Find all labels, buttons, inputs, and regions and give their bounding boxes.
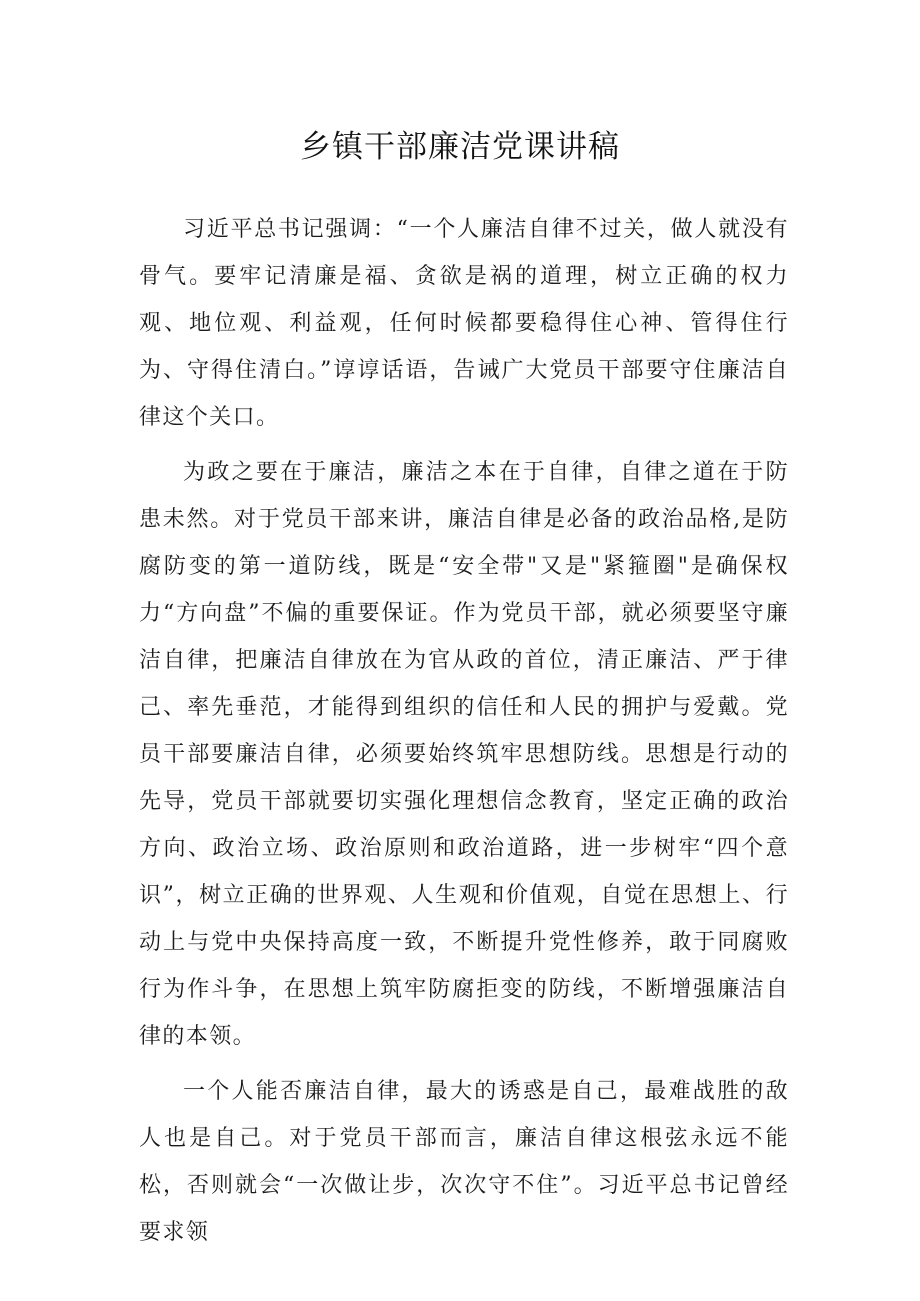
paragraph-1: 习近平总书记强调：“一个人廉洁自律不过关，做人就没有骨气。要牢记清廉是福、贪欲是祸的道理，树立正确的权力观、地位观、利益观，任何时候都要稳得住心神、管得住行为、守得住清白。”谆谆话语，告诫广大党员干部要守住廉洁自律这个关口。 <box>139 217 789 430</box>
document-body <box>139 206 789 1264</box>
document-title: 乡镇干部廉洁党课讲稿 <box>300 129 620 165</box>
paragraph-3: 一个人能否廉洁自律，最大的诱惑是自己，最难战胜的敌人也是自己。对于党员干部而言，廉洁自律这根弦永远不能松，否则就会“一次做让步，次次守不住”。习近平总书记曾经要求领 <box>139 1079 789 1245</box>
paragraph-2: 为政之要在于廉洁，廉洁之本在于自律，自律之道在于防患未然。对于党员干部来讲，廉洁自律是必备的政治品格,是防腐防变的第一道防线，既是“安全带"又是"紧箍圈"是确保权力“方向盘”不偏的重要保证。作为党员干部，就必须要坚守廉洁自律，把廉洁自律放在为官从政的首位，清正廉洁、严于律己、率先垂范，才能得到组织的信任和人民的拥护与爱戴。党员干部要廉洁自律，必须要始终筑牢思想防线。思想是行动的先导，党员干部就要切实强化理想信念教育，坚定正确的政治方向、政治立场、政治原则和政治道路，进一步树牢“四个意识”，树立正确的世界观、人生观和价值观，自觉在思想上、行动上与党中央保持高度一致，不断提升党性修养，敢于同腐败行为作斗争，在思想上筑牢防腐拒变的防线，不断增强廉洁自律的本领。 <box>139 460 789 1049</box>
